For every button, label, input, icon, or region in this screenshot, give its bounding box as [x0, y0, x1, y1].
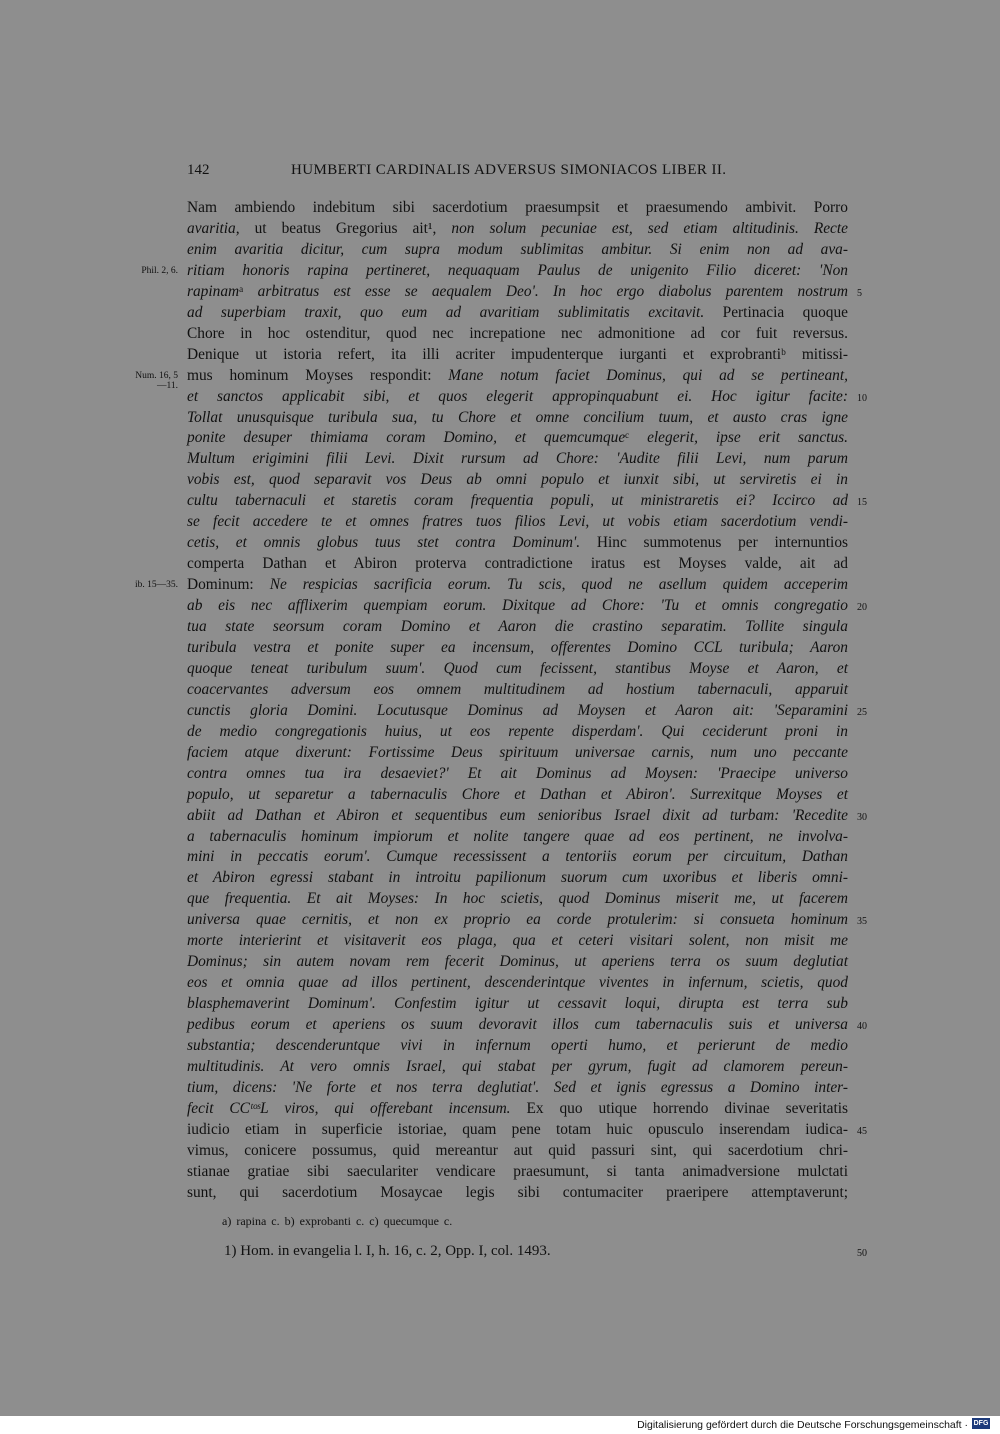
roman-segment: Pertinacia quoque: [704, 303, 848, 321]
roman-segment: Hinc summotenus per internuntios: [580, 534, 849, 552]
line-number: 35: [857, 916, 867, 928]
roman-segment: sunt, qui sacerdotium Mosaycae legis sibi contumaciter praeripere attemptaverunt;: [187, 1183, 848, 1201]
margin-reference: Phil. 2, 6.: [141, 265, 178, 276]
text-line: [187, 618, 848, 639]
source-footnote: [224, 1243, 551, 1260]
italic-segment: Mane notum faciet Dominus, qui ad se pertineant,: [448, 366, 848, 384]
roman-segment: comperta Dathan et Abiron proterva contradictione iratus est Moyses valde, ait ad: [187, 555, 848, 573]
text-line: [187, 890, 848, 911]
italic-segment: turibula vestra et ponite super ea incensum, offerentes Domino CCL turibula; Aaron: [187, 638, 848, 656]
text-line: [187, 346, 848, 367]
text-line: [187, 262, 848, 283]
line-number: 45: [857, 1125, 867, 1137]
line-number: 40: [857, 1021, 867, 1033]
italic-segment: quoque teneat turibulum suum'. Quod cum fecissent, stantibus Moyse et Aaron, et: [187, 659, 848, 677]
roman-segment: Ex quo utique horrendo divinae severitatis: [510, 1099, 848, 1117]
italic-segment: morte interierint et visitaverit eos plaga, qua et ceteri visitari solent, non misit me: [187, 932, 848, 950]
text-line: [187, 786, 848, 807]
italic-segment: ab eis nec afflixerim quempiam eorum. Dixitque ad Chore: 'Tu et omnis congregatio: [187, 597, 848, 615]
text-line: [187, 702, 848, 723]
text-line: [187, 534, 848, 555]
text-line: [187, 995, 848, 1016]
text-line: [187, 304, 848, 325]
text-line: [187, 241, 848, 262]
italic-segment: abiit ad Dathan et Abiron et sequentibus eum senioribus Israel dixit ad turbam: 'Recedite: [187, 806, 848, 824]
text-line: [187, 1100, 848, 1121]
italic-segment: de medio congregationis huius, ut eos repente disperdam'. Qui ceciderunt proni in: [187, 722, 848, 740]
text-line: [187, 911, 848, 932]
text-line: [187, 555, 848, 576]
critical-apparatus: a) rapina c. b) exprobanti c. c) quecumque c.: [222, 1214, 453, 1228]
text-line: [187, 450, 848, 471]
italic-segment: tua state seorsum coram Domino et Aaron die crastino separatim. Tollite singula: [187, 618, 848, 635]
line-number: 5: [857, 287, 862, 299]
line-number: 20: [857, 602, 867, 614]
italic-segment: Dominus; sin autem novam rem fecerit Dominus, ut aperiens terra os suum deglutiat: [187, 953, 848, 971]
text-line: [187, 325, 848, 346]
text-line: [187, 597, 848, 618]
italic-segment: Tollat unusquisque turibula sua, tu Chore et omne concilium tuum, et austo cras igne: [187, 408, 848, 426]
text-line: [187, 1016, 848, 1037]
margin-reference: Num. 16, 5 —11.: [135, 370, 178, 391]
roman-segment: ᵇ mitissi-: [781, 345, 848, 363]
roman-segment: ut beatus Gregorius ait¹,: [239, 219, 452, 237]
text-line: [187, 681, 848, 702]
italic-segment: ponite desuper thimiama coram Domino, et quemcumque: [187, 429, 626, 447]
page-header: [187, 162, 847, 182]
text-line: [187, 471, 848, 492]
italic-segment: et sanctos applicabit sibi, et quos elegerit appropinquabunt ei. Hoc igitur facite:: [187, 387, 848, 405]
italic-segment: ritiam honoris rapina pertineret, nequaquam Paulus de unigenito Filio diceret: 'Non: [187, 261, 848, 279]
text-line: [187, 1142, 848, 1163]
italic-segment: pedibus eorum et aperiens os suum devoravit illos cum tabernaculis suis et universa: [187, 1016, 848, 1034]
italic-segment: cultu tabernaculi et staretis coram frequentia populi, ut ministraretis ei? Iccirco ad: [187, 492, 848, 510]
italic-segment: substantia; descenderuntque vivi in infernum operti humo, et perierunt de medio: [187, 1037, 848, 1054]
line-number: 25: [857, 706, 867, 718]
text-line: [187, 974, 848, 995]
text-line: [187, 869, 848, 890]
italic-segment: rapinam: [187, 282, 240, 300]
italic-segment: Multum erigimini filii Levi. Dixit rursum ad Chore: 'Audite filii Levi, num parum: [187, 450, 848, 468]
italic-segment: eos et omnia quae ad illos pertinent, descenderintque viventes in infernum, scietis, quod: [187, 974, 848, 992]
text-line: [187, 1058, 848, 1079]
running-title: HUMBERTI CARDINALIS ADVERSUS SIMONIACOS LIBER II.: [291, 162, 727, 178]
text-line: [187, 199, 848, 220]
text-line: [187, 828, 848, 849]
roman-segment: Nam ambiendo indebitum sibi sacerdotium praesumpsit et praesumendo ambivit. Porro: [187, 199, 848, 216]
text-line: [187, 1037, 848, 1058]
page-number: 142: [187, 162, 210, 178]
text-line: [187, 660, 848, 681]
italic-segment: elegerit, ipse erit sanctus.: [647, 429, 848, 447]
roman-segment: Chore in hoc ostenditur, quod nec increpatione nec admonitione ad cor fuit reversus.: [187, 324, 848, 342]
italic-segment: populo, ut separetur a tabernaculis Chore et Dathan et Abiron'. Surrexitque Moyses et: [187, 785, 848, 803]
text-line: [187, 388, 848, 409]
italic-segment: multitudinis. At vero omnis Israel, qui stabat per gyrum, fugit ad clamorem pereun-: [187, 1057, 848, 1075]
italic-segment: mini in peccatis eorum'. Cumque recessissent a tentoriis eorum per circuitum, Dathan: [187, 848, 848, 866]
text-line: [187, 1079, 848, 1100]
italic-segment: cunctis gloria Domini. Locutusque Dominus ad Moysen et Aaron ait: 'Separamini: [187, 701, 848, 719]
roman-segment: mus hominum Moyses respondit:: [187, 366, 449, 384]
text-line: [187, 220, 848, 241]
italic-segment: arbitratus est esse se aequalem Deo'. In hoc ergo diabolus parentem nostrum: [257, 282, 848, 300]
italic-segment: coacervantes adversum eos omnem multitudinem ad hostium tabernaculi, apparuit: [187, 680, 848, 698]
italic-segment: a tabernaculis hominum impiorum et nolite tangere quae ad eos pertinent, ne involva-: [187, 827, 848, 845]
text-line: [187, 1163, 848, 1184]
italic-segment: contra omnes tua ira desaeviet?' Et ait Dominus ad Moysen: 'Praecipe universo: [187, 764, 848, 782]
dfg-logo: DFG: [973, 1420, 989, 1427]
text-line: [187, 283, 848, 304]
text-line: [187, 492, 848, 513]
italic-segment: vobis est, quod separavit vos Deus ab omni populo et iunxit sibi, ut serviretis ei in: [187, 471, 848, 489]
italic-segment: universa quae cernitis, et non ex proprio ea corde protulerim: si consueta hominum: [187, 911, 848, 929]
italic-segment: non solum pecuniae est, sed etiam altitudinis. Recte: [451, 219, 848, 237]
line-number: 10: [857, 392, 867, 404]
italic-segment: cetis, et omnis globus tuus stet contra Dominum'.: [187, 534, 581, 552]
text-line: [187, 765, 848, 786]
italic-segment: et Abiron egressi stabant in introitu papilionum suorum cum uxoribus et liberis omni-: [187, 869, 848, 887]
text-line: [187, 576, 848, 597]
italic-segment: se fecit accedere te et omnes fratres tuos filios Levi, ut vobis etiam sacerdotium vendi-: [187, 513, 848, 531]
italic-segment: blasphemaverint Dominum'. Confestim igitur ut cessavit loqui, dirupta est terra sub: [187, 995, 848, 1013]
line-number: 15: [857, 497, 867, 509]
text-line: [187, 723, 848, 744]
roman-segment: Denique ut istoria refert, ita illi acriter impudenterque iurganti et exprobranti: [187, 345, 781, 363]
text-line: [187, 429, 848, 450]
roman-segment: vimus, conicere possumus, quid mereantur aut quid passuri sint, qui sacerdotium chri-: [187, 1141, 848, 1159]
text-line: [187, 409, 848, 430]
italic-segment: avaritia,: [187, 219, 240, 237]
digitization-credit: Digitalisierung gefördert durch die Deutsche Forschungsgemeinschaft ·: [637, 1419, 968, 1431]
text-line: [187, 932, 848, 953]
text-line: [187, 1184, 848, 1205]
roman-segment: stianae gratiae sibi saeculariter vendicare praesumunt, si tanta animadversione mulctati: [187, 1162, 848, 1180]
italic-segment: enim avaritia dicitur, cum supra modum sublimitas ambitur. Si enim non ad ava-: [187, 240, 848, 258]
text-line: [187, 1121, 848, 1142]
margin-reference: ib. 15—35.: [134, 580, 178, 591]
text-line: [187, 513, 848, 534]
text-line: [187, 367, 848, 388]
italic-segment: fecit CCᵗᵒˢL viros, qui offerebant incensum.: [187, 1099, 511, 1117]
roman-segment: ᵃ: [239, 282, 258, 300]
roman-segment: ᶜ: [625, 429, 648, 447]
line-number: 30: [857, 811, 867, 823]
source-footnote-text: 1) Hom. in evangelia l. I, h. 16, c. 2, Opp. I, col. 1493.: [224, 1243, 551, 1259]
italic-segment: faciem atque dixerunt: Fortissime Deus spirituum universae carnis, num uno peccante: [187, 743, 848, 761]
text-line: [187, 807, 848, 828]
text-line: [187, 848, 848, 869]
roman-segment: Dominum:: [187, 576, 270, 594]
text-line: [187, 744, 848, 765]
italic-segment: ad superbiam traxit, quo eum ad avaritiam sublimitatis excitavit.: [187, 303, 705, 321]
text-line: [187, 953, 848, 974]
italic-segment: tium, dicens: 'Ne forte et nos terra deglutiat'. Sed et ignis egressus a Domino inter-: [187, 1078, 848, 1096]
line-number-50: 50: [857, 1248, 867, 1259]
italic-segment: Ne respicias sacrificia eorum. Tu scis, quod ne asellum quidem acceperim: [269, 576, 849, 594]
italic-segment: que frequentia. Et ait Moyses: In hoc scietis, quod Dominus miserit me, ut facerem: [187, 890, 848, 908]
roman-segment: iudicio etiam in superficie istoriae, quam pene totam huic opusculo inserendam iudica-: [187, 1120, 848, 1138]
text-line: [187, 639, 848, 660]
